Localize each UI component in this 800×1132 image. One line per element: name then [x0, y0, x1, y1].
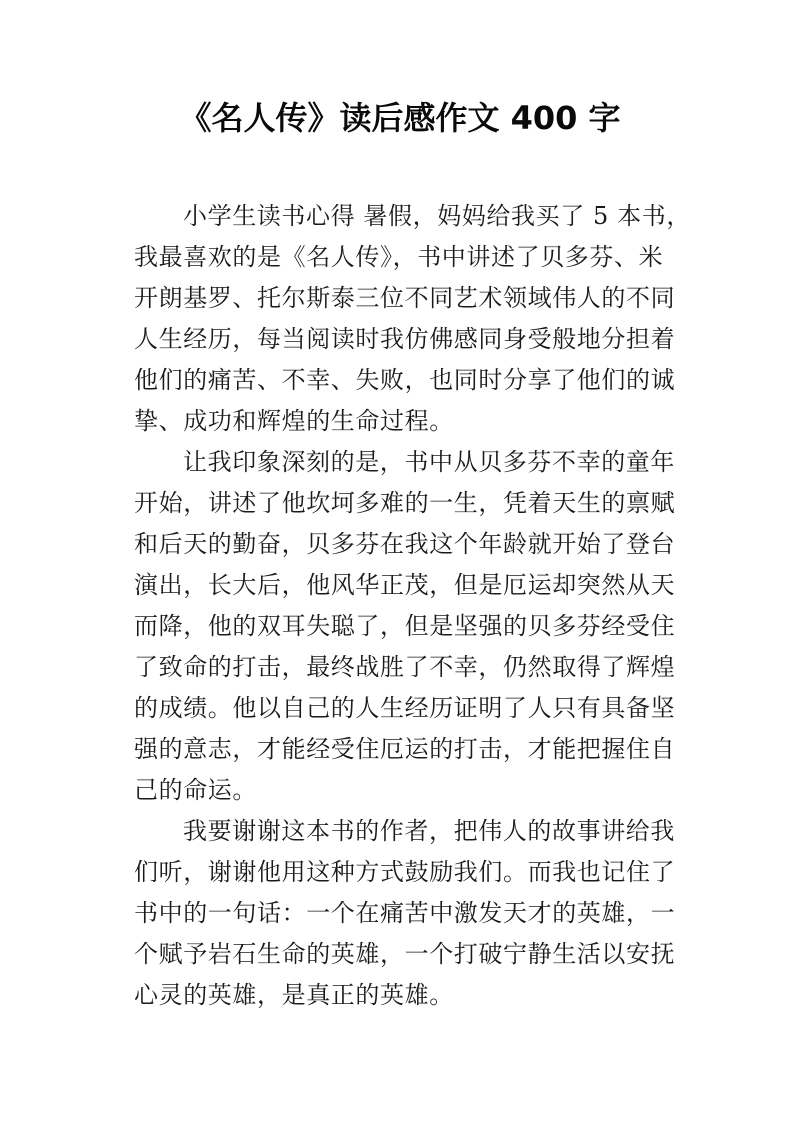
paragraph-line: 了致命的打击，最终战胜了不幸，仍然取得了辉煌: [134, 653, 676, 681]
paragraph-line: 书中的一句话：一个在痛苦中激发天才的英雄，一: [134, 899, 676, 927]
paragraph-line: 强的意志，才能经受住厄运的打击，才能把握住自: [134, 735, 676, 763]
paragraph-line: 己的命运。: [134, 776, 257, 804]
paragraph-line: 个赋予岩石生命的英雄，一个打破宁静生活以安抚: [134, 940, 676, 968]
paragraph-line: 让我印象深刻的是，书中从贝多芬不幸的童年: [183, 448, 675, 476]
paragraph-line: 小学生读书心得 暑假，妈妈给我买了 5 本书，: [183, 202, 691, 230]
paragraph-line: 们听，谢谢他用这种方式鼓励我们。而我也记住了: [134, 858, 676, 886]
document-title: 《名人传》读后感作文 400 字: [179, 99, 621, 137]
paragraph-line: 和后天的勤奋，贝多芬在我这个年龄就开始了登台: [134, 530, 676, 558]
paragraph-line: 人生经历，每当阅读时我仿佛感同身受般地分担着: [134, 325, 676, 353]
paragraph-line: 演出，长大后，他风华正茂，但是厄运却突然从天: [134, 571, 676, 599]
paragraph-1: [134, 196, 691, 442]
document-body: [134, 196, 691, 1016]
paragraph-line: 他们的痛苦、不幸、失败，也同时分享了他们的诚: [134, 366, 676, 394]
paragraph-line: 挚、成功和辉煌的生命过程。: [134, 407, 454, 435]
paragraph-line: 我要谢谢这本书的作者，把伟人的故事讲给我: [183, 817, 675, 845]
paragraph-line: 开始，讲述了他坎坷多难的一生，凭着天生的禀赋: [134, 489, 676, 517]
paragraph-2: [134, 442, 674, 811]
paragraph-line: 的成绩。他以自己的人生经历证明了人只有具备坚: [134, 694, 676, 722]
paragraph-3: [134, 811, 674, 1016]
paragraph-line: 开朗基罗、托尔斯泰三位不同艺术领域伟人的不同: [134, 284, 676, 312]
paragraph-line: 而降，他的双耳失聪了，但是坚强的贝多芬经受住: [134, 612, 676, 640]
paragraph-line: 我最喜欢的是《名人传》，书中讲述了贝多芬、米: [134, 243, 664, 271]
paragraph-line: 心灵的英雄，是真正的英雄。: [134, 981, 454, 1009]
